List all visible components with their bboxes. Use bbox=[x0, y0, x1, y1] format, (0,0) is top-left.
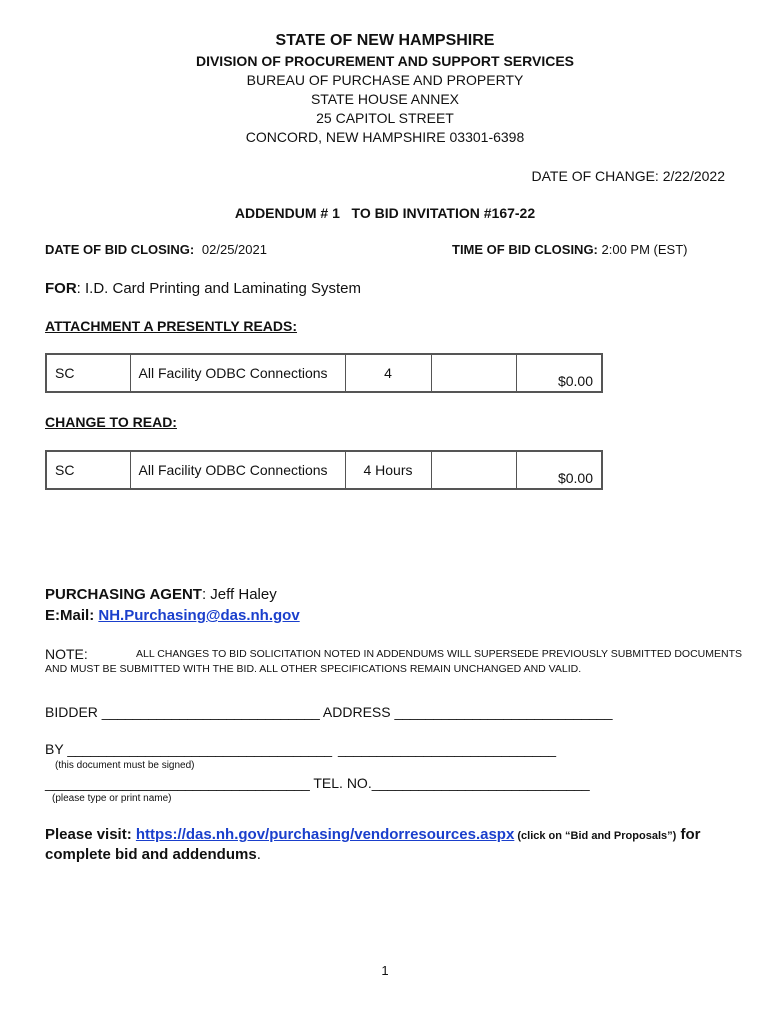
note-line-1: ALL CHANGES TO BID SOLICITATION NOTED IN ADDENDUMS WILL SUPERSEDE PREVIOUSLY SUBMITTED DOCUMENTS bbox=[136, 648, 742, 660]
present-table bbox=[45, 353, 603, 393]
cell-qty: 4 Hours bbox=[345, 451, 431, 489]
city-line: CONCORD, NEW HAMPSHIRE 03301-6398 bbox=[245, 129, 525, 145]
cell-price: $0.00 bbox=[516, 354, 602, 392]
bid-closing-date-label: DATE OF BID CLOSING: bbox=[45, 242, 195, 257]
cell-blank bbox=[431, 451, 516, 489]
bidder-address-line: BIDDER ____________________________ ADDRESS ____________________________ bbox=[45, 704, 613, 720]
visit-line-2 bbox=[45, 846, 261, 863]
by-right-line: ____________________________ bbox=[338, 741, 557, 757]
addendum-title: ADDENDUM # 1 TO BID INVITATION #167-22 bbox=[234, 205, 536, 221]
state-title: STATE OF NEW HAMPSHIRE bbox=[275, 32, 495, 49]
cell-qty: 4 bbox=[345, 354, 431, 392]
visit-period: . bbox=[256, 846, 261, 863]
agent-label: PURCHASING AGENT bbox=[45, 586, 202, 603]
tel-line: __________________________________ TEL. NO.____________________________ bbox=[45, 775, 590, 791]
change-table bbox=[45, 450, 603, 490]
attachment-heading: ATTACHMENT A PRESENTLY READS: bbox=[45, 318, 298, 334]
visit-for: for bbox=[676, 826, 701, 843]
visit-hint: (click on “Bid and Proposals”) bbox=[514, 830, 677, 842]
visit-label: Please visit: bbox=[45, 826, 136, 843]
for-line bbox=[45, 280, 361, 297]
agent-name: Jeff Haley bbox=[210, 586, 277, 603]
change-heading: CHANGE TO READ: bbox=[45, 414, 177, 430]
bid-closing-time bbox=[452, 242, 687, 257]
cell-price: $0.00 bbox=[516, 451, 602, 489]
email-link[interactable]: NH.Purchasing@das.nh.gov bbox=[98, 607, 300, 624]
by-line: BY __________________________________ bbox=[45, 741, 333, 757]
division-title: DIVISION OF PROCUREMENT AND SUPPORT SERVICES bbox=[195, 53, 575, 69]
bid-closing-date bbox=[45, 242, 267, 257]
cell-code: SC bbox=[46, 354, 130, 392]
page-number: 1 bbox=[381, 963, 389, 978]
date-of-change: DATE OF CHANGE: 2/22/2022 bbox=[531, 168, 725, 184]
bid-closing-time-value: 2:00 PM (EST) bbox=[601, 242, 688, 257]
cell-description: All Facility ODBC Connections bbox=[130, 354, 345, 392]
street-line: 25 CAPITOL STREET bbox=[316, 110, 454, 126]
vendor-resources-link[interactable]: https://das.nh.gov/purchasing/vendorresources.aspx bbox=[135, 826, 515, 843]
email-line bbox=[45, 607, 300, 624]
cell-description: All Facility ODBC Connections bbox=[130, 451, 345, 489]
bid-closing-time-label: TIME OF BID CLOSING: bbox=[452, 242, 598, 257]
annex-line: STATE HOUSE ANNEX bbox=[310, 91, 460, 107]
bureau-line: BUREAU OF PURCHASE AND PROPERTY bbox=[246, 72, 524, 88]
email-label: E:Mail bbox=[45, 607, 90, 624]
cell-code: SC bbox=[46, 451, 130, 489]
purchasing-agent bbox=[45, 586, 277, 603]
signed-note: (this document must be signed) bbox=[55, 760, 195, 771]
visit-line2-text: complete bid and addendums bbox=[45, 846, 257, 863]
agent-colon: : bbox=[201, 586, 211, 603]
cell-blank bbox=[431, 354, 516, 392]
note-line-2: AND MUST BE SUBMITTED WITH THE BID. ALL OTHER SPECIFICATIONS REMAIN UNCHANGED AND VALID. bbox=[45, 663, 582, 675]
table-row bbox=[46, 354, 602, 392]
table-row bbox=[46, 451, 602, 489]
bid-closing-date-value: 02/25/2021 bbox=[201, 242, 267, 257]
email-colon: : bbox=[89, 607, 99, 624]
visit-line bbox=[45, 826, 700, 843]
for-label: FOR bbox=[45, 280, 77, 297]
print-note: (please type or print name) bbox=[52, 793, 172, 804]
for-value: : I.D. Card Printing and Laminating System bbox=[76, 280, 361, 297]
note-label: NOTE: bbox=[45, 646, 88, 662]
